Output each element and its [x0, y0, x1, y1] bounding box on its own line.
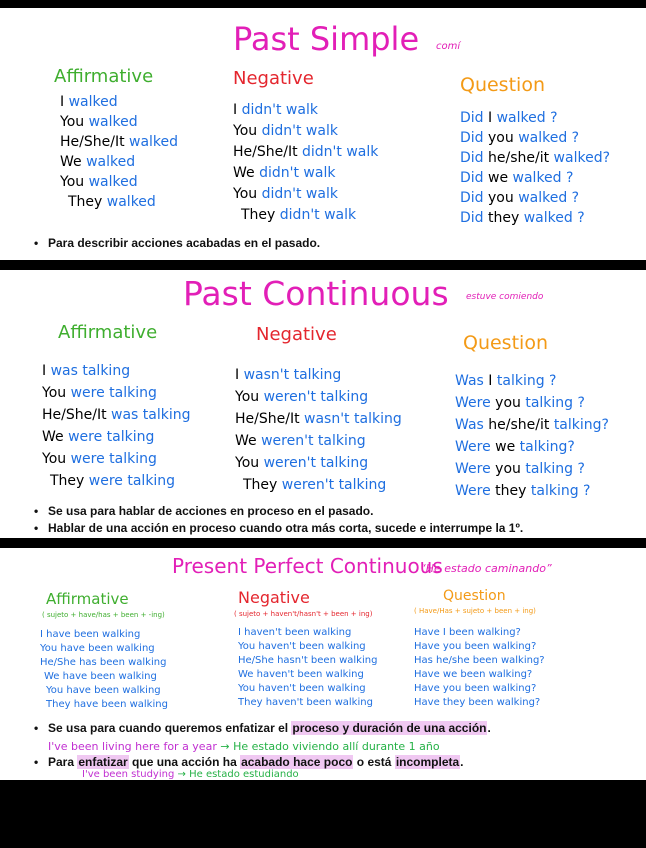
negative-header: Negative	[238, 588, 310, 607]
past-simple-panel	[0, 8, 646, 260]
highlight: proceso y duración de una acción	[292, 721, 487, 735]
past-simple-title: Past Simple	[233, 20, 420, 58]
negative-row: We didn't walk	[233, 165, 336, 181]
past-continuous-note: estuve comiendo	[466, 292, 544, 302]
question-row: Were you talking ?	[455, 395, 585, 411]
negative-row: You didn't walk	[233, 123, 338, 139]
highlight: enfatizar	[78, 755, 128, 769]
question-list	[460, 108, 610, 228]
affirmative-list	[40, 628, 168, 712]
negative-row: He/She/It wasn't talking	[235, 411, 402, 427]
negative-row: I didn't walk	[233, 102, 318, 118]
affirmative-list	[42, 360, 191, 492]
example-sentence: I've been studying → He estado estudiando	[82, 769, 299, 780]
affirmative-row: You have been walking	[46, 685, 161, 696]
negative-list	[235, 364, 402, 496]
question-row: Have you been walking?	[414, 683, 537, 694]
affirmative-row: We were talking	[42, 429, 155, 445]
affirmative-row: You were talking	[42, 451, 157, 467]
negative-row: We weren't talking	[235, 433, 366, 449]
negative-formula: ( sujeto + haven't/hasn't + been + ing)	[234, 610, 373, 618]
negative-row: You weren't talking	[235, 455, 369, 471]
question-row: Were you talking ?	[455, 461, 585, 477]
negative-list	[238, 626, 377, 710]
usage-bullet: • Se usa para hablar de acciones en proceso en el pasado.	[34, 504, 374, 518]
question-row: Was I talking ?	[455, 373, 557, 389]
negative-list	[233, 100, 378, 226]
affirmative-row: They walked	[68, 194, 156, 210]
affirmative-row: I have been walking	[40, 629, 141, 640]
question-row: Have we been walking?	[414, 669, 533, 680]
affirmative-row: You have been walking	[40, 643, 155, 654]
negative-row: They weren't talking	[243, 477, 387, 493]
bullet-dot: •	[34, 504, 39, 518]
question-formula: ( Have/Has + sujeto + been + ing)	[414, 607, 536, 615]
question-row: Did he/she/it walked?	[460, 150, 611, 166]
negative-row: I haven't been walking	[238, 627, 352, 638]
question-row: Have I been walking?	[414, 627, 521, 638]
usage-bullet: • Se usa para cuando queremos enfatizar el proceso y duración de una acción.	[34, 721, 491, 735]
question-row: Did we walked ?	[460, 170, 574, 186]
question-list	[414, 626, 545, 710]
affirmative-row: We walked	[60, 154, 136, 170]
question-row: Was he/she/it talking?	[455, 417, 609, 433]
question-row: Were we talking?	[455, 439, 575, 455]
negative-row: He/She/It didn't walk	[233, 144, 379, 160]
negative-header: Negative	[256, 324, 337, 345]
question-row: Were they talking ?	[455, 483, 591, 499]
usage-bullet: • Para describir acciones acabadas en el pasado.	[34, 236, 321, 250]
negative-header: Negative	[233, 68, 314, 89]
question-row: Has he/she been walking?	[414, 655, 545, 666]
question-header: Question	[463, 332, 548, 354]
affirmative-row: He/She/It was talking	[42, 407, 191, 423]
question-row: Did I walked ?	[460, 110, 558, 126]
negative-row: You haven't been walking	[238, 683, 366, 694]
negative-row: You didn't walk	[233, 186, 338, 202]
present-perfect-continuous-title: Present Perfect Continuous	[172, 554, 443, 578]
affirmative-row: They have been walking	[46, 699, 168, 710]
bullet-dot: •	[34, 755, 39, 769]
past-continuous-panel	[0, 270, 646, 538]
negative-row: He/She hasn't been walking	[238, 655, 378, 666]
affirmative-row: You walked	[60, 174, 138, 190]
affirmative-row: You walked	[60, 114, 138, 130]
affirmative-header: Affirmative	[58, 322, 158, 343]
arrow-icon: →	[177, 769, 186, 780]
bullet-dot: •	[34, 236, 39, 250]
bullet-dot: •	[34, 721, 39, 735]
affirmative-row: You were talking	[42, 385, 157, 401]
negative-row: I wasn't talking	[235, 367, 342, 383]
question-list	[455, 370, 609, 502]
negative-row: They didn't walk	[241, 207, 357, 223]
affirmative-list	[60, 92, 178, 212]
highlight: incompleta	[395, 755, 460, 769]
affirmative-row: We have been walking	[44, 671, 157, 682]
negative-row: They haven't been walking	[238, 697, 373, 708]
affirmative-header: Affirmative	[54, 66, 154, 87]
question-row: Have they been walking?	[414, 697, 541, 708]
affirmative-row: He/She has been walking	[40, 657, 167, 668]
question-header: Question	[443, 588, 506, 604]
usage-bullet: • Para enfatizar que una acción ha acabado hace poco o está incompleta.	[34, 755, 464, 769]
question-row: Did you walked ?	[460, 130, 580, 146]
usage-bullet: • Hablar de una acción en proceso cuando otra más corta, sucede e interrumpe la 1º.	[34, 521, 524, 535]
highlight: acabado hace poco	[241, 755, 353, 769]
negative-row: We haven't been walking	[238, 669, 364, 680]
affirmative-row: I walked	[60, 94, 118, 110]
present-perfect-continuous-note: “He estado caminando”	[420, 562, 552, 575]
affirmative-row: He/She/It walked	[60, 134, 179, 150]
past-simple-note: comí	[436, 41, 461, 52]
affirmative-row: I was talking	[42, 363, 131, 379]
question-row: Did you walked ?	[460, 190, 580, 206]
affirmative-row: They were talking	[50, 473, 176, 489]
question-row: Did they walked ?	[460, 210, 585, 226]
affirmative-header: Affirmative	[46, 590, 129, 608]
present-perfect-continuous-panel	[0, 548, 646, 780]
question-header: Question	[460, 74, 545, 96]
bullet-dot: •	[34, 521, 39, 535]
negative-row: You weren't talking	[235, 389, 369, 405]
negative-row: You haven't been walking	[238, 641, 366, 652]
example-sentence: I've been living here for a year → He estado viviendo allí durante 1 año	[48, 740, 440, 753]
arrow-icon: →	[220, 740, 230, 753]
affirmative-formula: ( sujeto + have/has + been + -ing)	[42, 611, 165, 619]
question-row: Have you been walking?	[414, 641, 537, 652]
past-continuous-title: Past Continuous	[183, 274, 449, 313]
